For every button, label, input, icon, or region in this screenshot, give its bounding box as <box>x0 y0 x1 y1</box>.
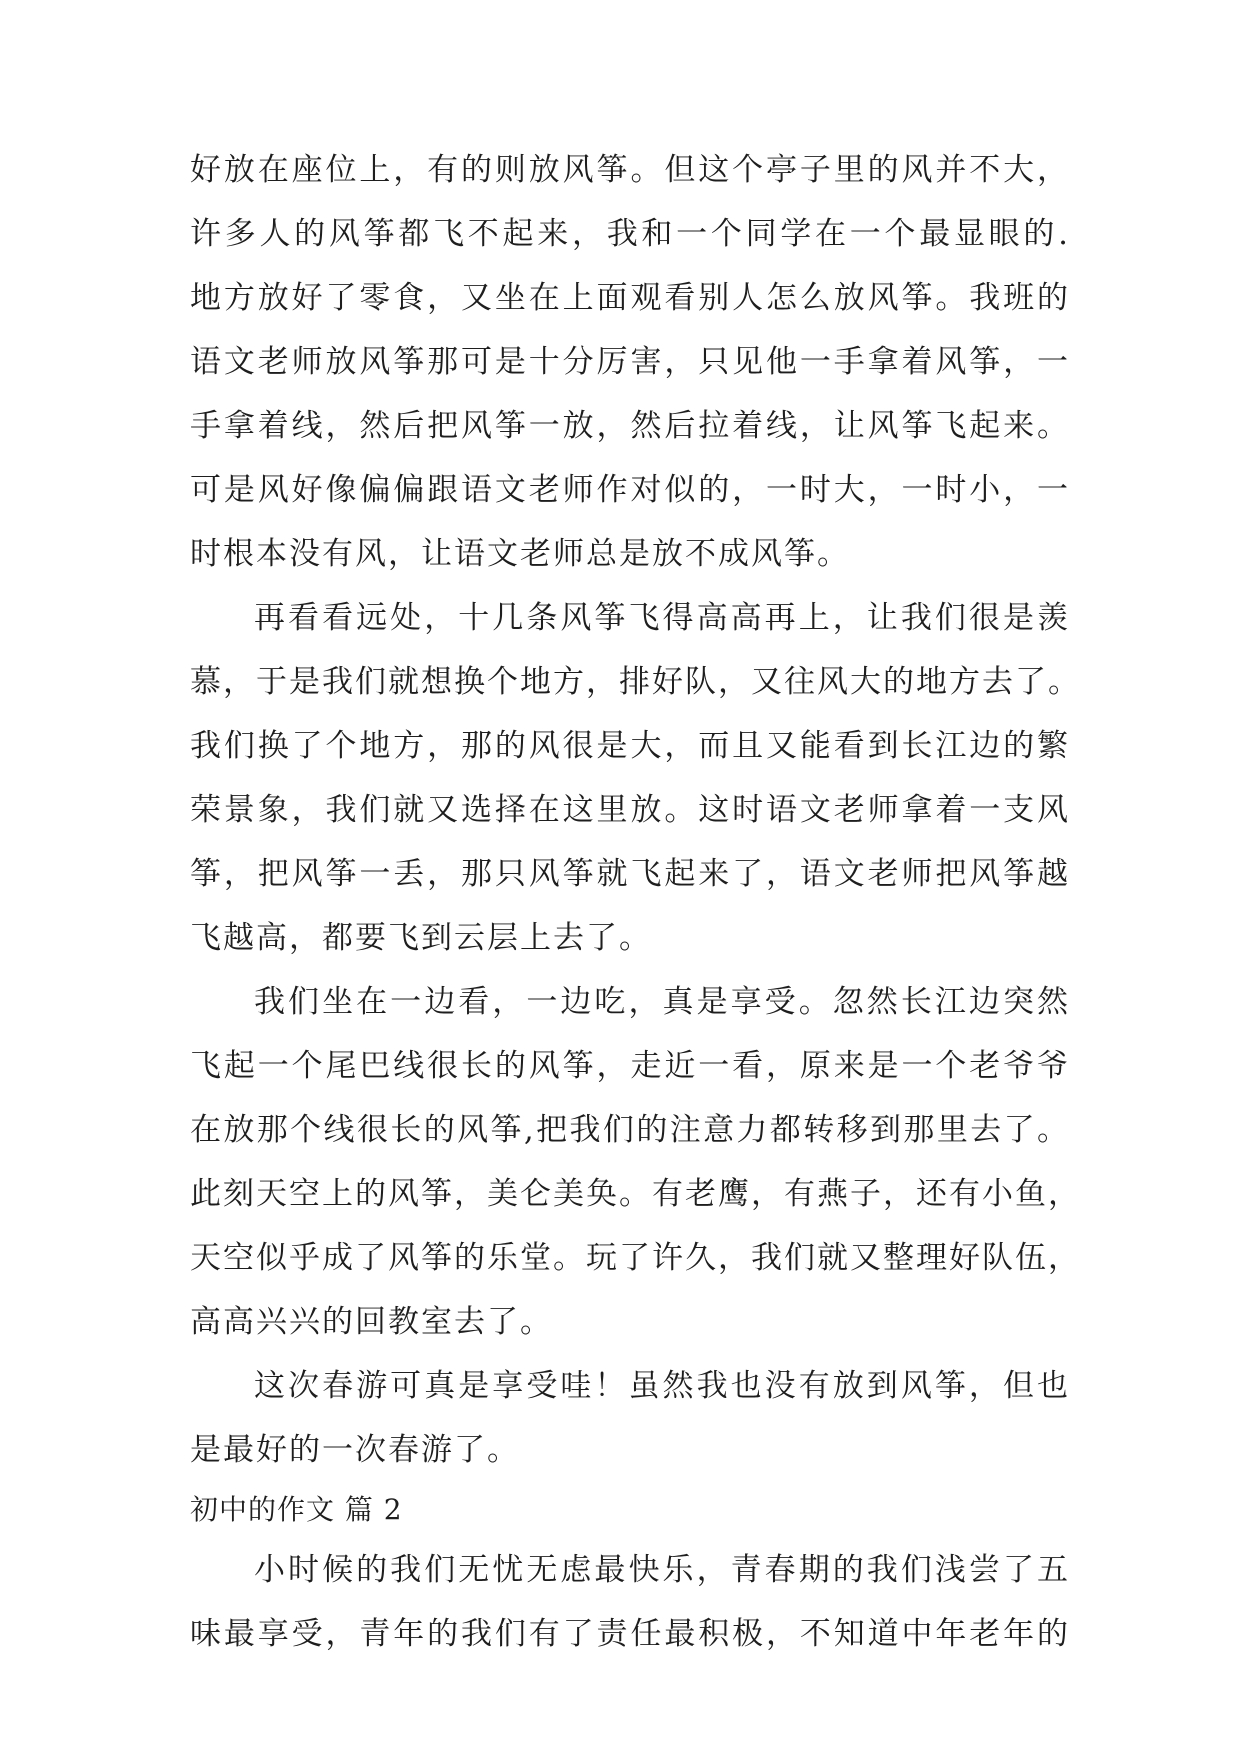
text-line: 语文老师放风筝那可是十分厉害，只见他一手拿着风筝，一 <box>190 344 1070 380</box>
text-line: 我们换了个地方，那的风很是大，而且又能看到长江边的繁 <box>190 728 1070 764</box>
text-line: 是最好的一次春游了。 <box>190 1432 520 1468</box>
text-line: 飞起一个尾巴线很长的风筝，走近一看，原来是一个老爷爷 <box>190 1048 1070 1084</box>
text-line: 时根本没有风，让语文老师总是放不成风筝。 <box>190 536 850 572</box>
paragraph-first-line: 我们坐在一边看，一边吃，真是享受。忽然长江边突然 <box>254 984 1070 1020</box>
text-line: 手拿着线，然后把风筝一放，然后拉着线，让风筝飞起来。 <box>190 408 1070 444</box>
text-line: 飞越高，都要飞到云层上去了。 <box>190 920 652 956</box>
text-line: 此刻天空上的风筝，美仑美奂。有老鹰，有燕子，还有小鱼， <box>190 1176 1081 1212</box>
text-line: 天空似乎成了风筝的乐堂。玩了许久，我们就又整理好队伍， <box>190 1240 1081 1276</box>
text-line: 高高兴兴的回教室去了。 <box>190 1304 553 1340</box>
text-line: 筝，把风筝一丢，那只风筝就飞起来了，语文老师把风筝越 <box>190 856 1070 892</box>
paragraph-first-line: 这次春游可真是享受哇！虽然我也没有放到风筝，但也 <box>254 1368 1070 1404</box>
text-line: 味最享受，青年的我们有了责任最积极，不知道中年老年的 <box>190 1616 1070 1652</box>
paragraph-first-line: 小时候的我们无忧无虑最快乐，青春期的我们浅尝了五 <box>254 1552 1070 1588</box>
paragraph-first-line: 再看看远处，十几条风筝飞得高高再上，让我们很是羡 <box>254 600 1070 636</box>
text-line: 好放在座位上，有的则放风筝。但这个亭子里的风并不大， <box>190 152 1070 188</box>
text-line: 慕，于是我们就想换个地方，排好队，又往风大的地方去了。 <box>190 664 1081 700</box>
text-line: 许多人的风筝都飞不起来，我和一个同学在一个最显眼的. <box>190 216 1070 252</box>
section-heading: 初中的作文 篇 2 <box>190 1493 403 1526</box>
text-line: 在放那个线很长的风筝,把我们的注意力都转移到那里去了。 <box>190 1112 1070 1148</box>
text-line: 荣景象，我们就又选择在这里放。这时语文老师拿着一支风 <box>190 792 1070 828</box>
text-line: 地方放好了零食，又坐在上面观看别人怎么放风筝。我班的 <box>190 280 1070 316</box>
text-line: 可是风好像偏偏跟语文老师作对似的，一时大，一时小，一 <box>190 472 1070 508</box>
